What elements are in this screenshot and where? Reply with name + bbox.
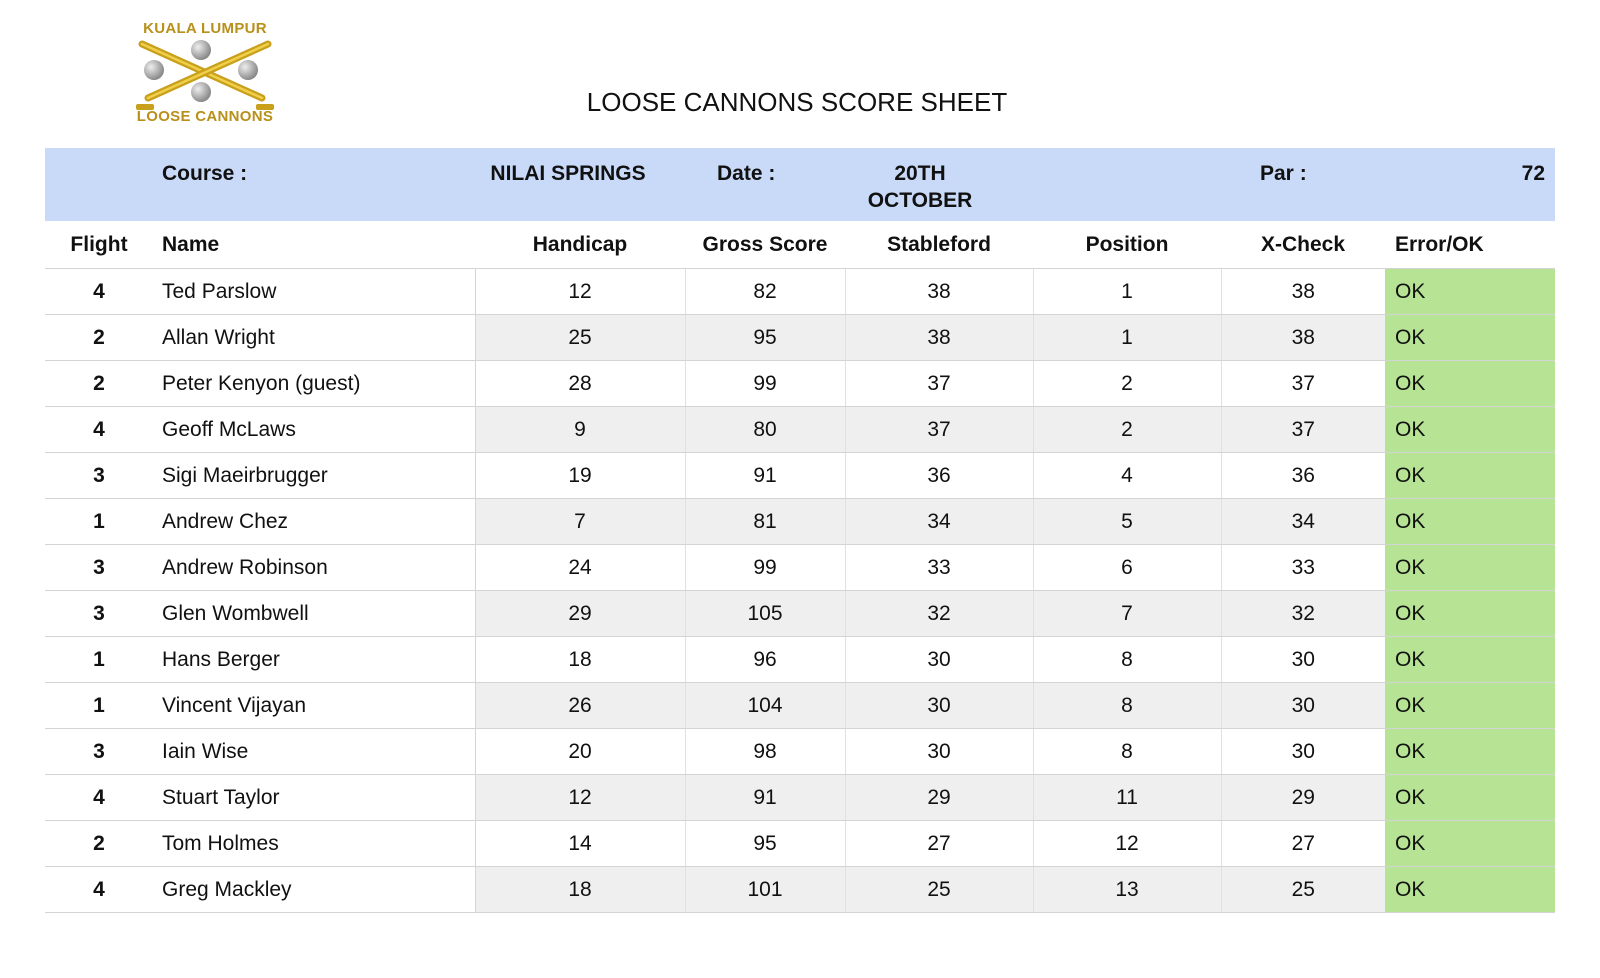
cell-stableford: 30 [845, 683, 1033, 729]
cell-name: Vincent Vijayan [153, 683, 475, 729]
cell-position: 12 [1033, 821, 1221, 867]
cell-stableford: 33 [845, 545, 1033, 591]
cell-handicap: 18 [475, 637, 685, 683]
cell-name: Hans Berger [153, 637, 475, 683]
cell-position: 5 [1033, 499, 1221, 545]
cell-name: Glen Wombwell [153, 591, 475, 637]
date-value [845, 160, 995, 214]
cell-x-check: 36 [1221, 453, 1385, 499]
cannonball-top-icon [191, 40, 211, 60]
par-label: Par : [1260, 162, 1307, 185]
cell-error-ok: OK [1385, 729, 1555, 775]
header-name: Name [153, 222, 475, 269]
cell-stableford: 30 [845, 729, 1033, 775]
cell-x-check: 25 [1221, 867, 1385, 913]
table-row [45, 729, 1555, 775]
cell-handicap: 29 [475, 591, 685, 637]
cell-position: 8 [1033, 729, 1221, 775]
cell-handicap: 12 [475, 775, 685, 821]
cell-error-ok: OK [1385, 315, 1555, 361]
cell-gross-score: 91 [685, 453, 845, 499]
cell-stableford: 38 [845, 315, 1033, 361]
header-stableford: Stableford [845, 222, 1033, 269]
cell-name: Ted Parslow [153, 269, 475, 315]
cell-position: 13 [1033, 867, 1221, 913]
cell-handicap: 26 [475, 683, 685, 729]
cell-position: 11 [1033, 775, 1221, 821]
cell-gross-score: 104 [685, 683, 845, 729]
cell-flight: 4 [45, 269, 153, 315]
header-handicap: Handicap [475, 222, 685, 269]
cannonball-left-icon [144, 60, 164, 80]
cell-gross-score: 80 [685, 407, 845, 453]
date-value-line2: OCTOBER [867, 189, 973, 212]
cell-handicap: 12 [475, 269, 685, 315]
cell-name: Stuart Taylor [153, 775, 475, 821]
cell-position: 2 [1033, 361, 1221, 407]
cell-name: Sigi Maeirbrugger [153, 453, 475, 499]
cell-flight: 2 [45, 361, 153, 407]
course-info-bar [45, 148, 1555, 221]
cell-handicap: 9 [475, 407, 685, 453]
cell-x-check: 37 [1221, 407, 1385, 453]
cell-position: 2 [1033, 407, 1221, 453]
cell-handicap: 24 [475, 545, 685, 591]
cell-position: 1 [1033, 269, 1221, 315]
cell-gross-score: 98 [685, 729, 845, 775]
cell-error-ok: OK [1385, 821, 1555, 867]
page-title-text: LOOSE CANNONS SCORE SHEET [586, 87, 1008, 117]
cell-handicap: 18 [475, 867, 685, 913]
cell-name: Greg Mackley [153, 867, 475, 913]
cell-x-check: 32 [1221, 591, 1385, 637]
cell-x-check: 30 [1221, 683, 1385, 729]
cell-error-ok: OK [1385, 775, 1555, 821]
cell-handicap: 20 [475, 729, 685, 775]
course-value: NILAI SPRINGS [490, 162, 646, 185]
score-table-body [45, 269, 1555, 913]
cell-error-ok: OK [1385, 407, 1555, 453]
cell-position: 1 [1033, 315, 1221, 361]
cell-x-check: 30 [1221, 729, 1385, 775]
cell-handicap: 14 [475, 821, 685, 867]
cell-gross-score: 95 [685, 821, 845, 867]
table-row [45, 269, 1555, 315]
cell-flight: 3 [45, 729, 153, 775]
cell-flight: 1 [45, 499, 153, 545]
cell-stableford: 38 [845, 269, 1033, 315]
cell-position: 4 [1033, 453, 1221, 499]
cell-stableford: 36 [845, 453, 1033, 499]
cell-x-check: 27 [1221, 821, 1385, 867]
table-row [45, 591, 1555, 637]
cell-name: Tom Holmes [153, 821, 475, 867]
cell-stableford: 30 [845, 637, 1033, 683]
cell-error-ok: OK [1385, 361, 1555, 407]
date-value-line1: 20TH [894, 162, 946, 185]
table-row [45, 867, 1555, 913]
cell-stableford: 32 [845, 591, 1033, 637]
cell-stableford: 34 [845, 499, 1033, 545]
header-flight: Flight [45, 222, 153, 269]
cell-flight: 3 [45, 453, 153, 499]
cell-handicap: 28 [475, 361, 685, 407]
cell-error-ok: OK [1385, 545, 1555, 591]
table-row [45, 361, 1555, 407]
cell-flight: 1 [45, 683, 153, 729]
cell-handicap: 25 [475, 315, 685, 361]
cell-name: Andrew Robinson [153, 545, 475, 591]
cell-flight: 4 [45, 775, 153, 821]
cell-flight: 1 [45, 637, 153, 683]
cell-error-ok: OK [1385, 453, 1555, 499]
cell-error-ok: OK [1385, 637, 1555, 683]
cell-flight: 2 [45, 821, 153, 867]
table-row [45, 407, 1555, 453]
table-row [45, 499, 1555, 545]
cell-x-check: 38 [1221, 315, 1385, 361]
cell-stableford: 29 [845, 775, 1033, 821]
table-row [45, 683, 1555, 729]
cell-stableford: 37 [845, 361, 1033, 407]
cell-gross-score: 99 [685, 361, 845, 407]
cell-name: Peter Kenyon (guest) [153, 361, 475, 407]
cell-stableford: 37 [845, 407, 1033, 453]
cell-gross-score: 81 [685, 499, 845, 545]
header-position: Position [1033, 222, 1221, 269]
table-row [45, 775, 1555, 821]
cell-error-ok: OK [1385, 591, 1555, 637]
logo-bottom-text: LOOSE CANNONS [136, 108, 274, 125]
cell-handicap: 19 [475, 453, 685, 499]
date-label: Date : [717, 162, 776, 185]
cell-stableford: 27 [845, 821, 1033, 867]
cell-flight: 4 [45, 407, 153, 453]
cell-error-ok: OK [1385, 683, 1555, 729]
cell-gross-score: 91 [685, 775, 845, 821]
cell-gross-score: 95 [685, 315, 845, 361]
cell-x-check: 34 [1221, 499, 1385, 545]
table-row [45, 545, 1555, 591]
cell-gross-score: 105 [685, 591, 845, 637]
table-header-row [45, 222, 1555, 269]
cell-flight: 2 [45, 315, 153, 361]
header-gross-score: Gross Score [685, 222, 845, 269]
cell-position: 7 [1033, 591, 1221, 637]
table-row [45, 453, 1555, 499]
cell-gross-score: 96 [685, 637, 845, 683]
cell-x-check: 37 [1221, 361, 1385, 407]
cell-name: Geoff McLaws [153, 407, 475, 453]
header-error-ok: Error/OK [1385, 222, 1555, 269]
cell-x-check: 33 [1221, 545, 1385, 591]
cell-flight: 4 [45, 867, 153, 913]
cell-stableford: 25 [845, 867, 1033, 913]
score-table [45, 222, 1555, 913]
cell-flight: 3 [45, 591, 153, 637]
cell-name: Allan Wright [153, 315, 475, 361]
course-label: Course : [162, 162, 248, 185]
cell-x-check: 29 [1221, 775, 1385, 821]
logo-top-text: KUALA LUMPUR [143, 20, 267, 37]
par-value: 72 [1521, 162, 1545, 185]
cell-error-ok: OK [1385, 269, 1555, 315]
cell-name: Andrew Chez [153, 499, 475, 545]
table-row [45, 315, 1555, 361]
header-x-check: X-Check [1221, 222, 1385, 269]
cell-position: 8 [1033, 637, 1221, 683]
table-row [45, 821, 1555, 867]
cell-gross-score: 99 [685, 545, 845, 591]
cell-error-ok: OK [1385, 867, 1555, 913]
cannonball-right-icon [238, 60, 258, 80]
cell-x-check: 30 [1221, 637, 1385, 683]
cell-flight: 3 [45, 545, 153, 591]
cell-handicap: 7 [475, 499, 685, 545]
cell-gross-score: 101 [685, 867, 845, 913]
table-row [45, 637, 1555, 683]
cell-position: 6 [1033, 545, 1221, 591]
cell-name: Iain Wise [153, 729, 475, 775]
cell-error-ok: OK [1385, 499, 1555, 545]
cell-gross-score: 82 [685, 269, 845, 315]
cell-x-check: 38 [1221, 269, 1385, 315]
page-title [0, 87, 1600, 118]
cell-position: 8 [1033, 683, 1221, 729]
